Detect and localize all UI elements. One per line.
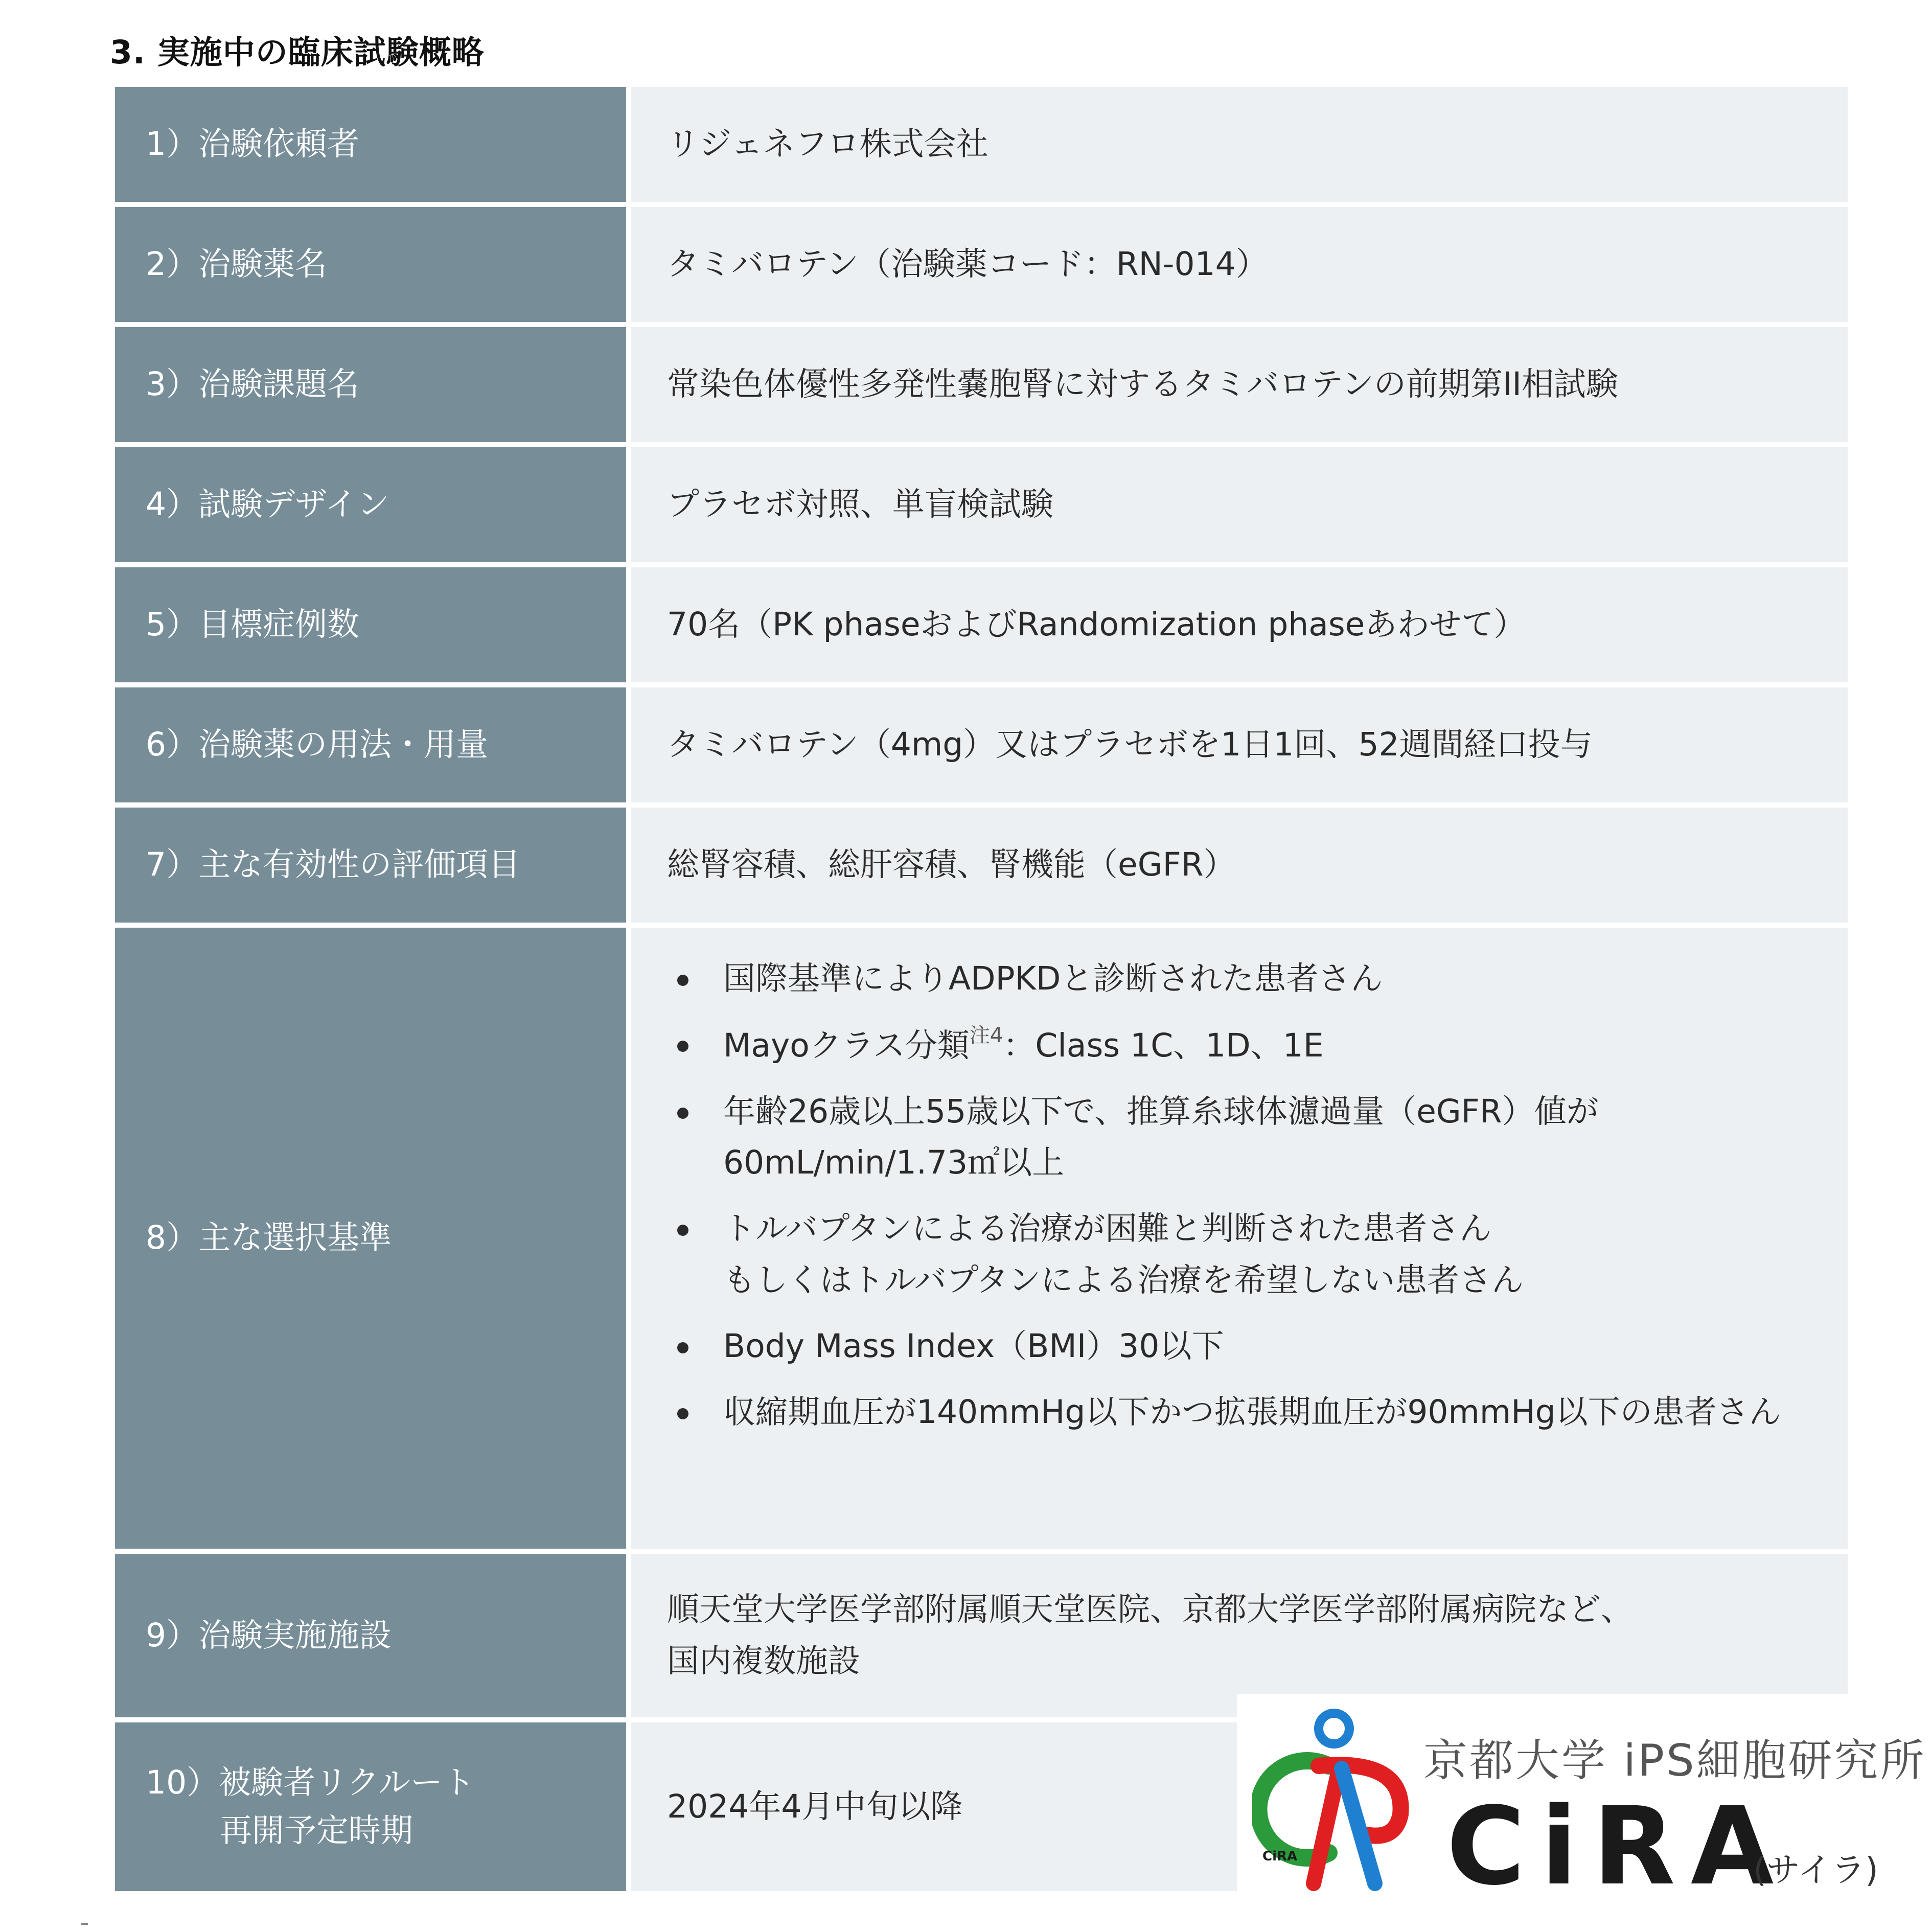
row-value-recruitment: 2024年4月中旬以降 bbox=[631, 1722, 1848, 1891]
row-value-endpoints: 総腎容積、総肝容積、腎機能（eGFR） bbox=[631, 808, 1848, 923]
row-label-endpoints: 7）主な有効性の評価項目 bbox=[115, 808, 631, 923]
list-item bbox=[667, 1203, 1817, 1306]
logo-tagline: 京都大学 iPS細胞研究所 bbox=[1423, 1735, 1926, 1786]
page-mark bbox=[81, 1923, 88, 1925]
list-item bbox=[667, 1387, 1817, 1438]
table-row bbox=[115, 928, 1848, 1549]
cira-logo bbox=[1237, 1694, 1926, 1909]
bullet-icon bbox=[677, 1108, 688, 1119]
sites-line: 国内複数施設 bbox=[667, 1642, 860, 1680]
row-value-trial-title: 常染色体優性多発性嚢胞腎に対するタミバロテンの前期第II相試験 bbox=[631, 327, 1848, 442]
row-label-dosage: 6）治験薬の用法・用量 bbox=[115, 687, 631, 802]
criteria-text: 収縮期血圧が140mmHg以下かつ拡張期血圧が90mmHg以下の患者さん bbox=[723, 1393, 1781, 1431]
row-value-design: プラセボ対照、単盲検試験 bbox=[631, 447, 1848, 562]
row-value-target-cases: 70名（PK phaseおよびRandomization phaseあわせて） bbox=[631, 567, 1848, 682]
list-item bbox=[667, 1321, 1817, 1372]
row-label-design: 4）試験デザイン bbox=[115, 447, 631, 562]
bullet-icon bbox=[677, 1408, 688, 1419]
row-label-criteria: 8）主な選択基準 bbox=[115, 928, 631, 1549]
row-label-recruitment bbox=[115, 1722, 631, 1891]
table-row bbox=[115, 207, 1848, 322]
footnote-ref: 注4 bbox=[969, 1023, 1003, 1047]
logo-mark-text: CiRA bbox=[1262, 1849, 1298, 1864]
list-item bbox=[667, 1019, 1817, 1072]
criteria-line: 年齢26歳以上55歳以下で、推算糸球体濾過量（eGFR）値が bbox=[723, 1092, 1599, 1130]
criteria-line: 60mL/min/1.73㎡以上 bbox=[723, 1144, 1065, 1182]
table-row bbox=[115, 808, 1848, 923]
row-value-drug-name: タミバロテン（治験薬コード：RN-014） bbox=[631, 207, 1848, 322]
table-row bbox=[115, 447, 1848, 562]
table-row bbox=[115, 567, 1848, 682]
trial-summary-table bbox=[115, 82, 1848, 1896]
table-row bbox=[115, 1554, 1848, 1717]
table-row bbox=[115, 687, 1848, 802]
row-label-trial-title: 3）治験課題名 bbox=[115, 327, 631, 442]
bullet-icon bbox=[677, 1041, 688, 1052]
row-value-sites bbox=[631, 1554, 1848, 1717]
row-value-criteria bbox=[631, 928, 1848, 1549]
criteria-line: もしくはトルバプタンによる治療を希望しない患者さん bbox=[723, 1261, 1524, 1299]
sites-line: 順天堂大学医学部附属順天堂医院、京都大学医学部附属病院など、 bbox=[667, 1591, 1633, 1628]
list-item bbox=[667, 953, 1817, 1005]
label-line: 10）被験者リクルート bbox=[146, 1763, 475, 1801]
section-title: 3. 実施中の臨床試験概略 bbox=[110, 34, 485, 71]
criteria-text: 国際基準によりADPKDと診断された患者さん bbox=[723, 960, 1383, 997]
table-row bbox=[115, 327, 1848, 442]
cira-mark-icon bbox=[1252, 1707, 1421, 1891]
bullet-icon bbox=[677, 1225, 688, 1236]
list-item bbox=[667, 1086, 1817, 1189]
row-label-drug-name: 2）治験薬名 bbox=[115, 207, 631, 322]
row-value-sponsor: リジェネフロ株式会社 bbox=[631, 87, 1848, 202]
criteria-text-before: Mayoクラス分類 bbox=[723, 1026, 970, 1064]
row-label-target-cases: 5）目標症例数 bbox=[115, 567, 631, 682]
criteria-text: Body Mass Index（BMI）30以下 bbox=[723, 1327, 1224, 1365]
row-label-sites: 9）治験実施施設 bbox=[115, 1554, 631, 1717]
row-value-dosage: タミバロテン（4mg）又はプラセボを1日1回、52週間経口投与 bbox=[631, 687, 1848, 802]
label-line: 再開予定時期 bbox=[220, 1812, 413, 1849]
bullet-icon bbox=[677, 1342, 688, 1353]
criteria-list bbox=[667, 928, 1817, 1494]
bullet-icon bbox=[677, 975, 688, 986]
row-label-sponsor: 1）治験依頼者 bbox=[115, 87, 631, 202]
table-row bbox=[115, 87, 1848, 202]
logo-name: CiRA bbox=[1446, 1784, 1789, 1909]
criteria-text-after: ：Class 1C、1D、1E bbox=[1003, 1026, 1324, 1064]
criteria-line: トルバプタンによる治療が困難と判断された患者さん bbox=[723, 1210, 1492, 1248]
logo-kana: (サイラ) bbox=[1753, 1850, 1878, 1890]
